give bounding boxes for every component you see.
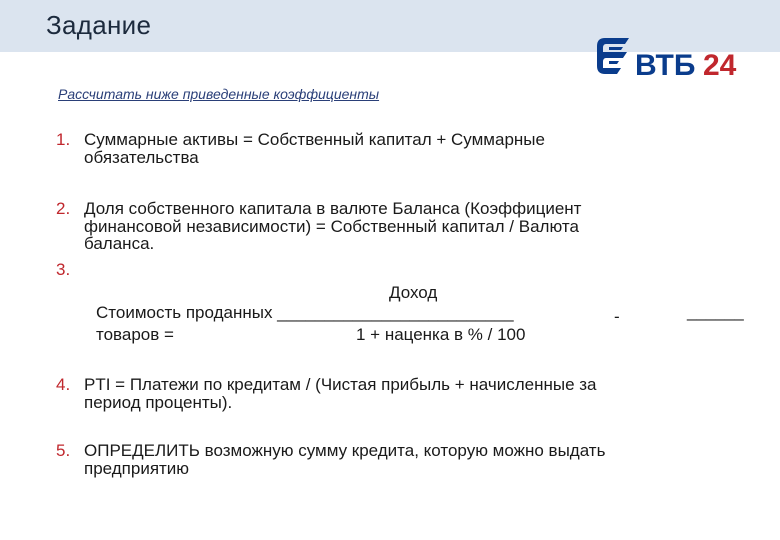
formula-denominator: 1 + наценка в % / 100 [356, 325, 526, 344]
svg-text:24: 24 [703, 49, 737, 82]
item-text: ОПРЕДЕЛИТЬ возможную сумму кредита, которую можно выдать предприятию [84, 441, 606, 478]
item-number: 4. [56, 375, 71, 394]
formula-left-line1: Стоимость проданных _________________________ [96, 303, 514, 322]
formula-mark-underline: ______ [687, 302, 744, 321]
item-number: 5. [56, 441, 71, 460]
item-number: 2. [56, 199, 71, 218]
vtb24-logo [593, 34, 753, 82]
item-number: 1. [56, 130, 71, 149]
formula-numerator: Доход [389, 283, 438, 302]
item-text: Доля собственного капитала в валюте Баланса (Коэффициент финансовой независимости) = Собственный капитал / Валюта баланса. [84, 199, 582, 253]
item-number: 3. [56, 260, 71, 279]
item-text: PTI = Платежи по кредитам / (Чистая прибыль + начисленные за период проценты). [84, 375, 597, 412]
slide-title: Задание [46, 10, 152, 40]
formula-left-line2: товаров = [96, 325, 174, 344]
svg-text:ВТБ: ВТБ [635, 49, 696, 82]
task-subtitle: Рассчитать ниже приведенные коэффициенты [58, 86, 380, 102]
item-text: Суммарные активы = Собственный капитал + Суммарные обязательства [84, 130, 545, 167]
formula-mark-dash: - [614, 307, 620, 326]
vtb-emblem-icon [597, 38, 629, 74]
